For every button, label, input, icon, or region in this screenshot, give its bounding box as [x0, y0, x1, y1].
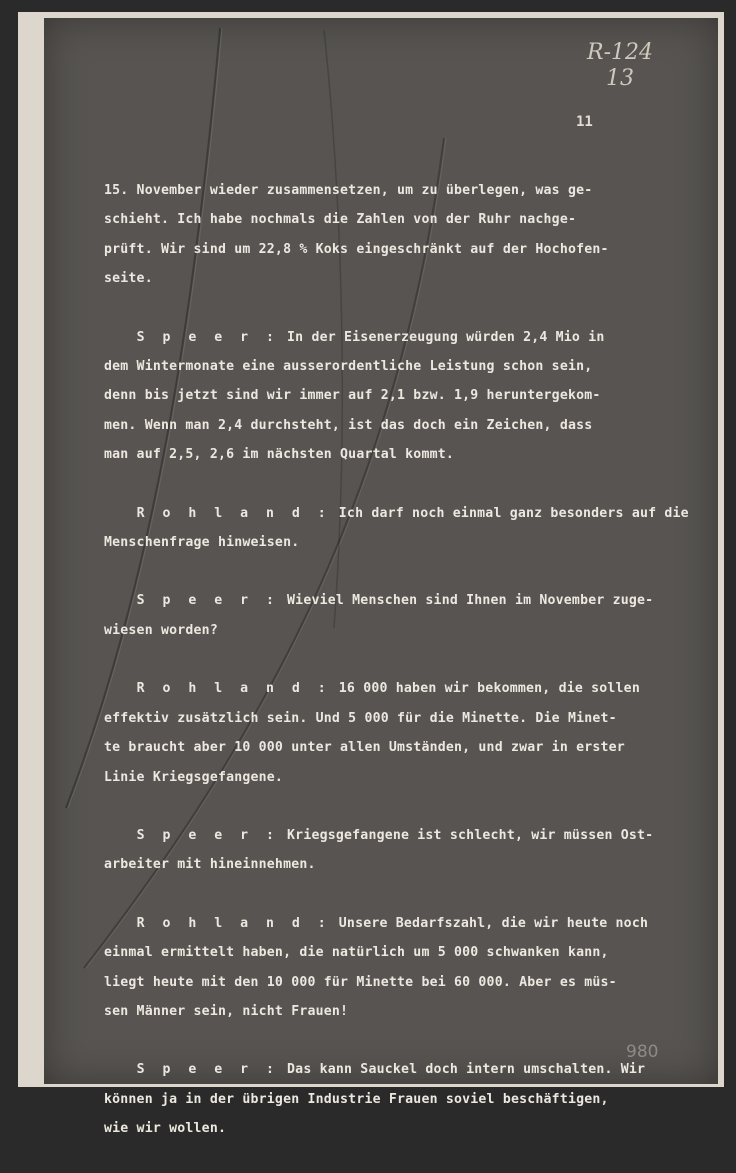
document-page: [44, 18, 718, 1137]
text-line: [104, 323, 684, 352]
paragraph-6: [104, 821, 684, 880]
paragraph-5: [104, 674, 684, 792]
text-line: 15. November wieder zusammensetzen, um zu überlegen, was ge-: [104, 183, 593, 198]
text-fragment: Das kann Sauckel doch intern umschalten. Wir: [278, 1062, 646, 1078]
paragraph-4: [104, 586, 684, 645]
archive-mark-line2: 13: [606, 66, 634, 91]
paragraph-2: [104, 323, 684, 470]
speaker-label: R o h l a n d :: [136, 505, 331, 521]
text-fragment: Unsere Bedarfszahl, die wir heute noch: [330, 915, 649, 931]
text-line: prüft. Wir sind um 22,8 % Koks eingeschränkt auf der Hochofen-: [104, 241, 609, 257]
text-line: men. Wenn man 2,4 durchsteht, ist das doch ein Zeichen, dass: [104, 417, 593, 433]
text-line: sen Männer sein, nicht Frauen!: [104, 1003, 349, 1019]
text-line: Menschenfrage hinweisen.: [104, 535, 300, 551]
paragraph-3: [104, 499, 689, 558]
speaker-label: S p e e r :: [136, 593, 279, 609]
text-line: Linie Kriegsgefangene.: [104, 769, 284, 785]
speaker-label: R o h l a n d :: [136, 915, 331, 931]
text-line: seite.: [104, 271, 153, 287]
text-line: dem Wintermonate eine ausserordentliche Leistung schon sein,: [104, 359, 593, 375]
text-line: arbeiter mit hineinnehmen.: [104, 857, 316, 873]
text-fragment: Ich darf noch einmal ganz besonders auf die: [330, 505, 689, 521]
text-line: [104, 499, 689, 528]
speaker-label: R o h l a n d :: [136, 681, 331, 697]
text-fragment: Wieviel Menschen sind Ihnen im November zuge-: [278, 593, 654, 609]
text-line: schieht. Ich habe nochmals die Zahlen von der Ruhr nachge-: [104, 212, 577, 228]
text-line: [104, 586, 684, 615]
text-fragment: 16 000 haben wir bekommen, die sollen: [330, 681, 640, 697]
archive-mark-line1: R-124: [587, 40, 653, 65]
text-line: [104, 674, 684, 703]
text-line: effektiv zusätzlich sein. Und 5 000 für die Minette. Die Minet-: [104, 710, 617, 726]
text-line: können ja in der übrigen Industrie Frauen soviel beschäftigen,: [104, 1091, 609, 1107]
text-fragment: Kriegsgefangene ist schlecht, wir müssen Ost-: [278, 827, 654, 843]
paragraph-7: [104, 909, 684, 1027]
text-line: einmal ermittelt haben, die natürlich um 5 000 schwanken kann,: [104, 945, 609, 961]
text-line: te braucht aber 10 000 unter allen Umständen, und zwar in erster: [104, 740, 625, 756]
archive-stamp-number: 980: [626, 1042, 659, 1062]
text-line: man auf 2,5, 2,6 im nächsten Quartal kommt.: [104, 447, 455, 463]
text-line: wie wir wollen.: [104, 1121, 227, 1137]
text-line: wiesen worden?: [104, 622, 218, 638]
speaker-label: S p e e r :: [136, 329, 279, 345]
archive-handwritten-mark: [580, 40, 660, 92]
speaker-label: S p e e r :: [136, 827, 279, 843]
page-number: 11: [576, 114, 593, 130]
text-line: [104, 909, 684, 938]
paragraph-8: [104, 1055, 684, 1143]
text-fragment: In der Eisenerzeugung würden 2,4 Mio in: [278, 329, 605, 345]
document-body: [104, 176, 689, 1173]
text-line: denn bis jetzt sind wir immer auf 2,1 bzw. 1,9 heruntergekom-: [104, 388, 601, 404]
text-line: [104, 1055, 684, 1084]
text-line: [104, 821, 684, 850]
paragraph-1: [104, 176, 684, 294]
text-line: liegt heute mit den 10 000 für Minette bei 60 000. Aber es müs-: [104, 974, 617, 990]
speaker-label: S p e e r :: [136, 1062, 279, 1078]
